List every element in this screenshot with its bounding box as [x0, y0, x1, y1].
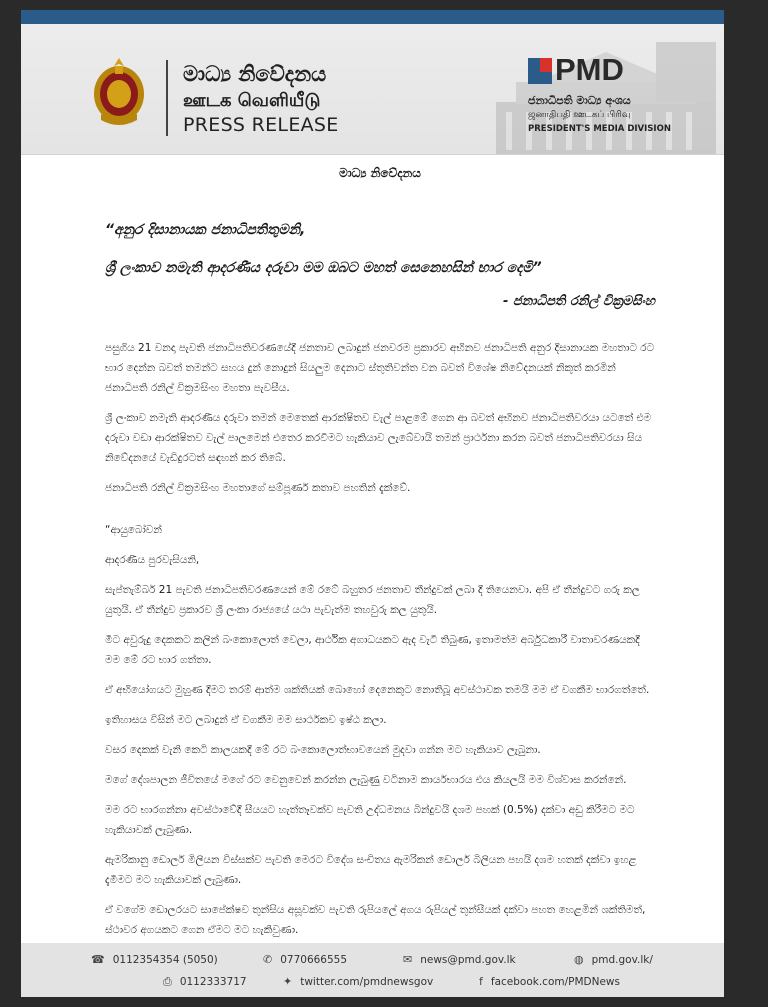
mobile-phone-icon: ✆	[263, 953, 273, 966]
paragraph: ඒ වගේම ඩොලරයට සාපේක්ෂව තුන්සිය අසූවක්ව පැවති රුපියලේ අගය රුපියල් තුන්සීයක් දක්වා පහත හෙළමින් ශක්තිමත්, ස්ථාවර අගයකට ගෙන ඒමට මට හැකිවුණා.	[105, 904, 646, 936]
header-divider	[166, 60, 168, 136]
press-release-page	[21, 10, 724, 997]
twitter-icon: ✦	[283, 975, 293, 988]
header-title-tamil: ஊடக வெளியீடு	[183, 90, 321, 111]
fax-icon: ⎙	[163, 975, 172, 988]
footer-facebook[interactable]	[479, 975, 620, 988]
footer-fax	[163, 975, 247, 989]
footer-mobile	[263, 953, 347, 966]
paragraph: ඇමරිකානු ඩොලර් මිලියන විස්සක්ව පැවති මෙරට විදේශ සංචිතය ඇමරිකන් ඩොලර් බිලියන පහයි දශම හතක් දක්වා ඉහළ දැමීමට මට හැකියාවක් ලැබුණා.	[105, 854, 637, 886]
pmd-logo-mark-icon	[528, 58, 552, 84]
paragraph: මීට අවුරුදු දෙකකට කලින් බංකොලොත් වෙලා, ආර්ථික අගාධයකට ඇද වැටී තිබුණ, ඉතාමත්ම අර්බුධකාරී වාතාවරණයකදී මම මේ රට භාර ගත්තා.	[105, 634, 640, 666]
paragraph: සැප්තැම්බර් 21 පැවති ජනාධිපතිවරණයෙන් මේ රටේ බහුතර ජනතාව තීන්දුවක් ලබා දී තියෙනවා. අපි ඒ තීන්දුවට ගරු කල යුතුයි. ඒ තීන්දුව ප්‍රකාරව ශ්‍රී ලංකා රාජ්‍යයේ යථා පැවැත්ම තහවුරු කල යුතුයි.	[105, 584, 640, 616]
paragraph: මම රට භාරගන්නා අවස්ථාවේදී සීයයට හැත්තෑවක්ව පැවති උද්ධමනය බින්දුවයි දශම පහක් (0.5%) දක්වා අඩු කිරීමට මට හැකියාවක් ලැබුණා.	[105, 804, 635, 836]
footer-website[interactable]	[574, 953, 653, 966]
paragraph: ජනාධිපති රනිල් වික්‍රමසිංහ මහතාගේ සම්පූර්ණ කතාව පහතින් දැක්වේ.	[105, 482, 411, 494]
fax-number: 0112333717	[179, 976, 247, 988]
paragraph: ශ්‍රී ලංකාව නමැති ආදරණීය දරුවා තමන් මෙතෙක් ආරක්ෂිතව වැල් පාළමේ ගෙන ආ බවත් අභිනව ජනාධිපතිවරයා යටතේ එම දරුවා වඩා ආරක්ෂිතව වැල් පාලමෙන් එතෙර කරවීමට හැකියාව ලැබේවායි තමන් ප්‍රාර්ථනා කරන බවත් ජනාධිපතිවරයා සිය නිවේදනයේ වැඩිදුරටත් සඳහන් කර තිබේ.	[105, 412, 652, 464]
document-title: මාධ්‍ය නිවේදනය	[339, 166, 421, 180]
pmd-name-english: PRESIDENT'S MEDIA DIVISION	[528, 124, 671, 134]
paragraph: මගේ දේශපාලන ජීවිතයේ මගේ රට වෙනුවෙන් කරන්න ලැබුණු වටිනාම කාර්යභාරය එය කියලයි මම විශ්වාස කරන්නේ.	[105, 774, 627, 786]
speech-greeting: “ආයුබෝවන්	[105, 524, 162, 536]
paragraph: වසර දෙකක් වැනි කෙටි කාලයකදී මේ රට බංකොලොත්භාවයෙන් මුදවා ගන්න මට හැකියාව ලැබුනා.	[105, 744, 541, 756]
footer-email[interactable]	[403, 953, 516, 966]
release-body	[105, 338, 655, 950]
quote-attribution: - ජනාධිපති රනිල් වික්‍රමසිංහ	[502, 294, 655, 309]
paragraph: ඒ අභියෝගයට මුහුණ දීමට තරම් ආත්ම ශක්තියක් බොහෝ දෙනෙකුට නොතිබූ අවස්ථාවක තමයි මම ඒ වගකීම භාරගත්තේ.	[105, 684, 650, 696]
website-link[interactable]: pmd.gov.lk/	[591, 953, 653, 966]
facebook-icon: f	[479, 975, 483, 988]
paragraph: පසුගිය 21 වනදා පැවති ජනාධිපතිවරණයේදී ජනතාව ලබාදුන් ජනවරම ප්‍රකාරව අභිනව ජනාධිපති අනුර දිසානායක මහතාට රට භාර දෙන්න බවත් තමන්ට සහය දුන් නොදුන් සියලුම දෙනාට ස්තුතිවන්ත වන බවත් විශේෂ නිවේදනයක් නිකුත් කරමින් ජනාධිපති රනිල් වික්‍රමසිංහ මහතා පැවසීය.	[105, 342, 655, 394]
email-address[interactable]: news@pmd.gov.lk	[420, 953, 516, 966]
mobile-number: 0770666555	[280, 953, 348, 966]
email-icon: ✉	[403, 953, 413, 966]
headline-quote-line1: “අනුර දිසානායක ජනාධිපතිතුමනි,	[105, 222, 306, 238]
facebook-link[interactable]: facebook.com/PMDNews	[490, 975, 620, 988]
footer-twitter[interactable]	[283, 975, 433, 988]
pmd-logo-text: PMD	[555, 52, 624, 87]
headline-quote-line2: ශ්‍රී ලංකාව නමැති ආදරණීය දරුවා මම ඔබට මහත් සෙනෙහසින් භාර දෙමි”	[105, 260, 542, 276]
header-top-bar	[21, 10, 724, 24]
footer-phone	[91, 953, 218, 966]
paragraph: ඉතිහාසය විසින් මට ලබාදුන් ඒ වගකීම මම සාර්ථකව ඉෂ්ඨ කලා.	[105, 714, 387, 726]
pmd-name-sinhala: ජනාධිපති මාධ්‍ය අංශය	[528, 94, 631, 107]
speech-salutation: ආදරණීය පුරවැසියනි,	[105, 554, 200, 566]
pmd-name-tamil: ஜனாதிபதி ஊடகப் பிரிவு	[528, 110, 631, 120]
header-title-english: PRESS RELEASE	[183, 114, 339, 136]
letterhead	[21, 24, 724, 155]
contact-footer	[21, 943, 724, 997]
header-title-sinhala: මාධ්‍ය නිවේදනය	[183, 62, 327, 86]
twitter-link[interactable]: twitter.com/pmdnewsgov	[300, 975, 434, 988]
phone-icon: ☎	[91, 953, 105, 966]
globe-icon: ◍	[574, 953, 584, 966]
national-emblem-icon	[91, 54, 147, 126]
phone-number: 0112354354 (5050)	[112, 953, 218, 966]
